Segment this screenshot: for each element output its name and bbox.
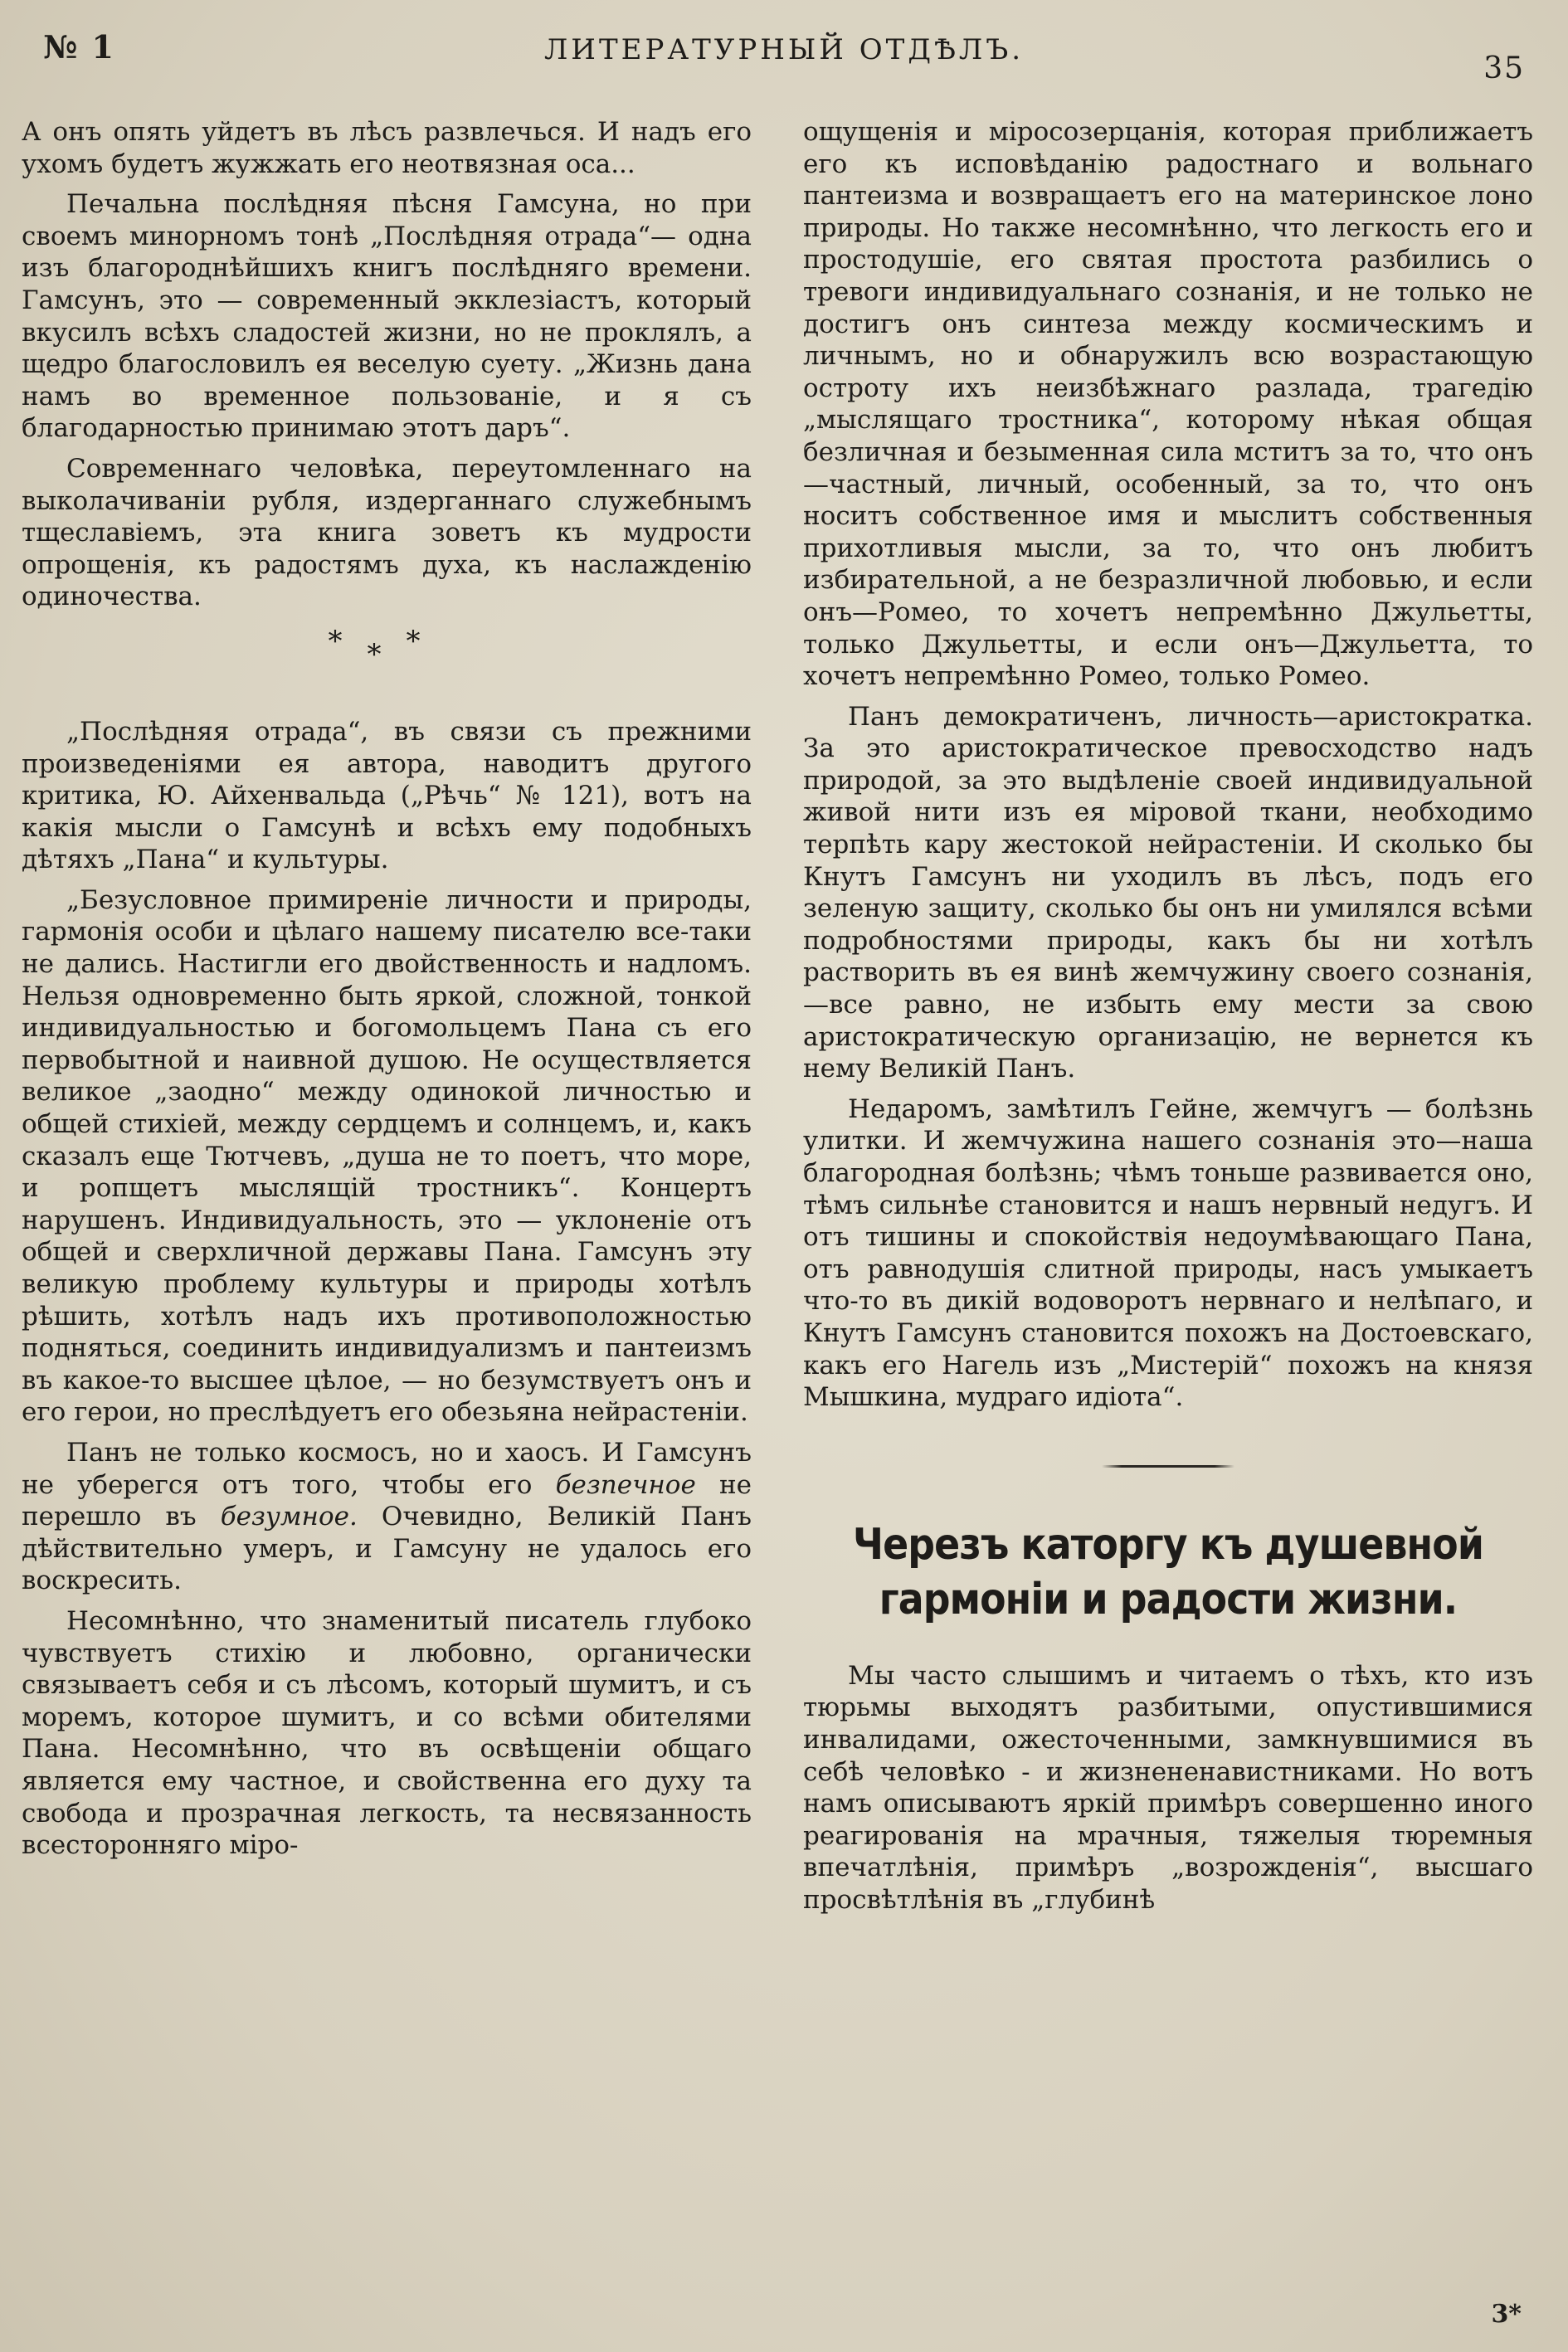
asterism-star: * [328, 624, 368, 658]
article-title: Черезъ каторгу къ душевной гармоніи и радости жизни. [852, 1519, 1484, 1624]
page-number: 35 [1483, 51, 1525, 85]
paragraph [22, 1437, 752, 1597]
paragraph: А онъ опять уйдетъ въ лѣсъ развлечься. И надъ его ухомъ будетъ жужжать его неотвязная оса... [22, 117, 752, 179]
text-run: Очевидно, Великій Панъ дѣйствительно умеръ, и Гамсуну не удалось его воскресить. [22, 1502, 752, 1596]
paragraph: Современнаго человѣка, переутомленнаго на выколачиваніи рубля, издерганнаго служебнымъ тщеславіемъ, эта книга зоветъ къ мудрости опрощенія, къ радостямъ духа, къ наслажденію одиночества. [22, 453, 752, 612]
right-column [803, 116, 1533, 2306]
section-title: ЛИТЕРАТУРНЫЙ ОТДѢЛЪ. [543, 33, 1025, 66]
printer-signature: 3* [1491, 2300, 1522, 2329]
paragraph: Мы часто слышимъ и читаемъ о тѣхъ, кто изъ тюрьмы выходятъ разбитыми, опустившимися инвалидами, ожесточенными, замкнувшимися въ себѣ человѣко - и жизнененавистниками. Но вотъ намъ описываютъ яркій примѣръ совершенно иного реагированія на мрачныя, тяжелыя тюремныя впечатлѣнія, примѣръ „возрожденія“, высшаго просвѣтлѣнія въ „глубинѣ [803, 1660, 1533, 1915]
paragraph: ощущенія и міросозерцанія, которая приближаетъ его къ исповѣданію радостнаго и вольнаго пантеизма и возвращаетъ его на материнское лоно природы. Но также несомнѣнно, что легкость его и простодушіе, его святая простота разбились о тревоги индивидуальнаго сознанія, и не только не достигъ онъ синтеза между космическимъ и личнымъ, но и обнаружилъ всю возрастающую остроту ихъ неизбѣжнаго разлада, трагедію „мыслящаго тростника“, которому нѣкая общая безличная и безыменная сила мститъ за то, что онъ—частный, личный, особенный, за то, что онъ носитъ собственное имя и мыслитъ собственныя прихотливыя мысли, за то, что онъ любитъ избирательной, а не безразличной любовью, и если онъ—Ромео, то хочетъ непремѣнно Джульетты, только Джульетты, и если онъ—Джульетта, то хочетъ непремѣнно Ромео, только Ромео. [803, 117, 1533, 692]
section-rule [1102, 1465, 1234, 1468]
italic-word: безумное. [220, 1502, 358, 1532]
paragraph: „Послѣдняя отрада“, въ связи съ прежними произведеніями ея автора, наводитъ другого критика, Ю. Айхенвальда („Рѣчь“ № 121), вотъ на какія мысли о Гамсунѣ и всѣхъ ему подобныхъ дѣтяхъ „Пана“ и культуры. [22, 716, 752, 875]
paragraph: Печальна послѣдняя пѣсня Гамсуна, но при своемъ минорномъ тонѣ „Послѣдняя отрада“— одна изъ благороднѣйшихъ книгъ послѣдняго времени. Гамсунъ, это — современный экклезіастъ, который вкусилъ всѣхъ сладостей жизни, но не проклялъ, а щедро благословилъ ея веселую суету. „Жизнь дана намъ во временное пользованіе, и я съ благодарностью принимаю этотъ даръ“. [22, 189, 752, 444]
left-column [22, 116, 752, 2306]
paragraph: Несомнѣнно, что знаменитый писатель глубоко чувствуетъ стихію и любовно, органически связываетъ себя и съ лѣсомъ, который шумитъ, и съ моремъ, которое шумитъ, и со всѣми обителями Пана. Несомнѣнно, что въ освѣщеніи общаго является ему частное, и свойственна его духу та свобода и прозрачная легкость, та несвязанность всесторонняго міро- [22, 1605, 752, 1861]
issue-number: № 1 [43, 28, 115, 66]
quote-paragraph: „Безусловное примиреніе личности и природы, гармонія особи и цѣлаго нашему писателю все-таки не дались. Настигли его двойственность и надломъ. Нельзя одновременно быть яркой, сложной, тонкой индивидуальностью и богомольцемъ Пана съ его первобытной и наивной душою. Не осуществляется великое „заодно“ между одинокой личностью и общей стихіей, между сердцемъ и солнцемъ, и, какъ сказалъ еще Тютчевъ, „душа не то поетъ, что море, и ропщетъ мыслящій тростникъ“. Концертъ нарушенъ. Индивидуальность, это — уклоненіе отъ общей и сверхличной державы Пана. Гамсунъ эту великую проблему культуры и природы хотѣлъ рѣшить, хотѣлъ надъ ихъ противоположностью подняться, соединить индивидуализмъ и пантеизмъ въ какое-то высшее цѣлое, — но безумствуетъ онъ и его герои, но преслѣдуетъ его обезьяна нейрастеніи. [22, 884, 752, 1428]
running-head [43, 23, 1525, 85]
asterism-divider [22, 625, 752, 708]
paragraph: Недаромъ, замѣтилъ Гейне, жемчугъ — болѣзнь улитки. И жемчужина нашего сознанія это—наша благородная болѣзнь; чѣмъ тоньше развивается оно, тѣмъ сильнѣе становится и нашъ нервный недугъ. И отъ тишины и спокойствія недоумѣвающаго Пана, отъ равнодушія слитной природы, насъ умыкаетъ что-то въ дикій водоворотъ нервнаго и нелѣпаго, и Кнутъ Гамсунъ становится похожъ на Достоевскаго, какъ его Нагель изъ „Мистерій“ похожъ на князя Мышкина, мудраго идіота“. [803, 1093, 1533, 1413]
paragraph: Панъ демократиченъ, личность—аристократка. За это аристократическое превосходство надъ природой, за это выдѣленіе своей индивидуальной живой нити изъ ея міровой ткани, необходимо терпѣть кару жестокой нейрастеніи. И сколько бы Кнутъ Гамсунъ ни уходилъ въ лѣсъ, подъ его зеленую защиту, сколько бы онъ ни умилялся всѣми подробностями природы, какъ бы ни хотѣлъ растворить въ ея винѣ жемчужину своего сознанія,—все равно, не избыть ему мести за свою аристократическую организацію, не вернется къ нему Великій Панъ. [803, 701, 1533, 1084]
text-run: Панъ не только космосъ, но и хаосъ. И Гамсунъ не уберегся отъ того, чтобы его [22, 1437, 752, 1500]
asterism-star: * [367, 637, 407, 671]
text-run: не перешло въ [22, 1469, 752, 1532]
asterism-star: * [406, 624, 446, 658]
italic-word: безпечное [555, 1469, 696, 1500]
